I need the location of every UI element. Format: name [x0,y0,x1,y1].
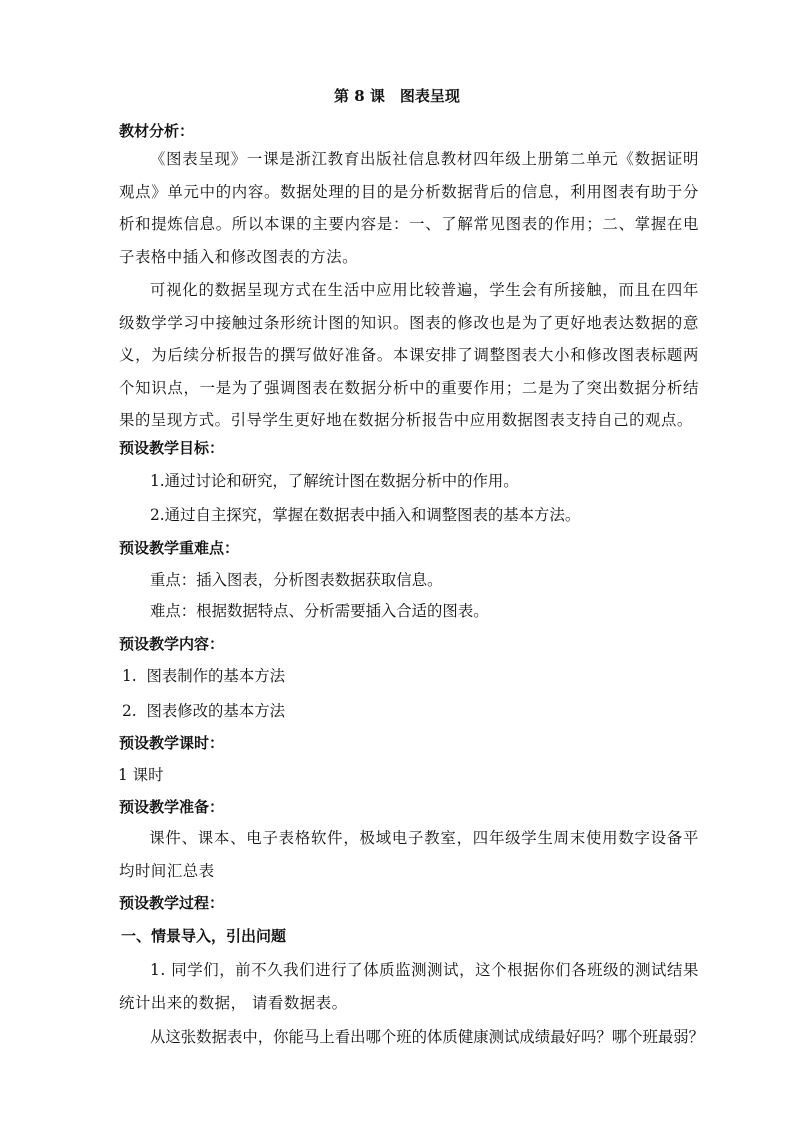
key-points-heading: 预设教学重难点： [119,539,240,557]
key-point-item-2: 难点：根据数据特点、分析需要插入合适的图表。 [150,602,489,620]
lesson-title: 第 8 课 图表呈现 [334,87,460,105]
hours-value: 1 课时 [118,766,164,784]
step1-heading: 一、情景导入，引出问题 [121,927,287,945]
content-item-1: 1. 图表制作的基本方法 [122,667,285,685]
content-heading: 预设教学内容： [119,635,225,653]
analysis-paragraph-1: 《图表呈现》一课是浙江教育出版社信息教材四年级上册第二单元《数据证明观点》单元中的内容。数据处理的目的是分析数据背后的信息，利用图表有助于分析和提炼信息。所以本课的主要内容是：一、了解常见图表的作用；二、掌握在电子表格中插入和修改图表的方法。 [119,150,699,266]
process-paragraph-1: 1. 同学们，前不久我们进行了体质监测测试，这个根据你们各班级的测试结果统计出来的数据， 请看数据表。 [119,961,699,1012]
analysis-paragraph-2: 可视化的数据呈现方式在生活中应用比较普遍，学生会有所接触，而且在四年级数学学习中接触过条形统计图的知识。图表的修改也是为了更好地表达数据的意义，为后续分析报告的撰写做好准备。本课安排了调整图表大小和修改图表标题两个知识点，一是为了强调图表在数据分析中的重要作用；二是为了突出数据分析结果的呈现方式。引导学生更好地在数据分析报告中应用数据图表支持自己的观点。 [119,281,699,430]
goal-item-2: 2.通过自主探究，掌握在数据表中插入和调整图表的基本方法。 [150,506,581,524]
hours-heading: 预设教学课时： [119,734,225,752]
goals-heading: 预设教学目标： [119,439,225,457]
goal-item-1: 1.通过讨论和研究，了解统计图在数据分析中的作用。 [150,472,519,490]
preparation-text: 课件、课本、电子表格软件，极域电子教室，四年级学生周末使用数字设备平均时间汇总表 [119,829,699,880]
preparation-heading: 预设教学准备： [119,798,225,816]
content-item-2: 2. 图表修改的基本方法 [122,702,285,720]
analysis-heading: 教材分析： [119,122,195,140]
key-point-item-1: 重点：插入图表，分析图表数据获取信息。 [150,571,443,589]
process-paragraph-2: 从这张数据表中，你能马上看出哪个班的体质健康测试成绩最好吗？哪个班最弱？ [150,1028,705,1046]
process-heading: 预设教学过程： [119,894,225,912]
